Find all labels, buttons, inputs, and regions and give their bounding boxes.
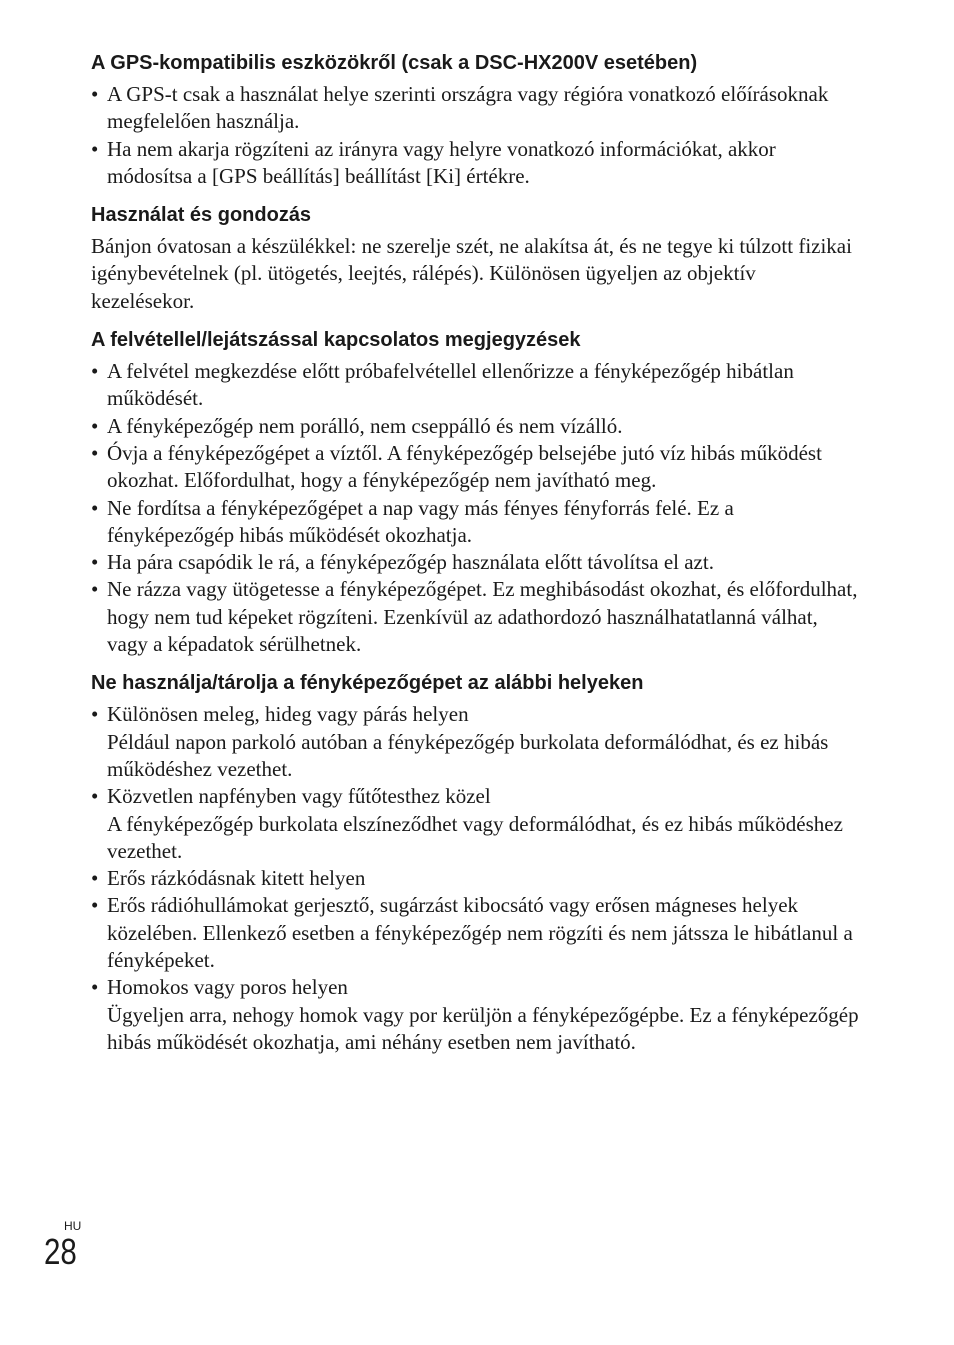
section-heading: A GPS-kompatibilis eszközökről (csak a DSC-HX200V esetében) xyxy=(91,52,698,74)
list-item-text: Ha pára csapódik le rá, a fényképezőgép használata előtt távolítsa el azt. xyxy=(107,550,714,575)
bullet-icon: • xyxy=(91,495,99,520)
section-heading: Használat és gondozás xyxy=(91,204,312,227)
list-item xyxy=(91,413,861,440)
bullet-icon: • xyxy=(91,975,99,1000)
section-storage-locations xyxy=(91,670,861,1068)
list-item-text: Ne rázza vagy ütögetesse a fényképezőgépet. Ez meghibásodást okozhat, és előfordulhat, hogy nem tud képeket rögzíteni. Ezenkívül az adathordozó használhatatlanná válhat, vagy a képadatok sérülhetnek. xyxy=(107,577,858,657)
list-item-text: Közvetlen napfényben vagy fűtőtesthez közel xyxy=(107,784,491,809)
page-content xyxy=(91,50,861,1068)
list-item-text: Homokos vagy poros helyen xyxy=(107,975,348,1000)
language-code: HU xyxy=(64,1219,82,1233)
list-item-text: Ha nem akarja rögzíteni az irányra vagy helyre vonatkozó információkat, akkor módosítsa a [GPS beállítás] beállítást [Ki] értékre. xyxy=(107,136,776,188)
bullet-icon: • xyxy=(91,866,99,891)
bullet-icon: • xyxy=(91,440,99,465)
bullet-icon: • xyxy=(91,550,99,575)
bullet-list xyxy=(91,701,861,1056)
list-item xyxy=(91,549,861,576)
bullet-icon: • xyxy=(91,893,99,918)
bullet-list xyxy=(91,81,861,190)
list-item-text: Különösen meleg, hideg vagy párás helyen xyxy=(107,702,469,727)
list-item xyxy=(91,440,861,495)
section-paragraph: Bánjon óvatosan a készülékkel: ne szerelje szét, ne alakítsa át, és ne tegye ki túlzott fizikai igénybevételnek (pl. ütögetés, leejtés, rálépés). Különösen ügyeljen az objektív kezelésekor. xyxy=(91,234,852,313)
list-item xyxy=(91,136,861,191)
section-care xyxy=(91,202,861,327)
section-gps xyxy=(91,50,861,202)
list-item xyxy=(91,783,861,865)
section-heading: Ne használja/tárolja a fényképezőgépet az alábbi helyeken xyxy=(91,672,644,695)
list-item xyxy=(91,892,861,974)
bullet-list xyxy=(91,358,861,658)
list-item xyxy=(91,974,861,1056)
bullet-icon: • xyxy=(91,577,99,602)
bullet-icon: • xyxy=(91,136,99,161)
list-item-text: Erős rázkódásnak kitett helyen xyxy=(107,866,366,891)
list-item-subtext: Például napon parkoló autóban a fényképezőgép burkolata deformálódhat, és ez hibás működéshez vezethet. xyxy=(107,729,829,781)
list-item xyxy=(91,495,861,550)
list-item-text: A GPS-t csak a használat helye szerinti országra vagy régióra vonatkozó előírásoknak megfelelően használja. xyxy=(107,82,829,134)
list-item-text: A fényképezőgép nem porálló, nem cseppálló és nem vízálló. xyxy=(107,413,623,438)
list-item-text: Óvja a fényképezőgépet a víztől. A fényképezőgép belsejébe jutó víz hibás működést okozhat. Előfordulhat, hogy a fényképezőgép nem javítható meg. xyxy=(107,440,822,493)
bullet-icon: • xyxy=(91,413,99,438)
bullet-icon: • xyxy=(91,702,99,727)
list-item xyxy=(91,358,861,413)
list-item-subtext: A fényképezőgép burkolata elszíneződhet vagy deformálódhat, és ez hibás működéshez vezethet. xyxy=(107,811,843,863)
list-item-text: Erős rádióhullámokat gerjesztő, sugárzást kibocsátó vagy erősen mágneses helyek közelében. Ellenkező esetben a fényképezőgép nem rögzíti és nem játssza le hibátlanul a fényképeket. xyxy=(107,893,853,973)
list-item xyxy=(91,81,861,136)
section-recording-notes xyxy=(91,327,861,670)
list-item-text: A felvétel megkezdése előtt próbafelvétellel ellenőrizze a fényképezőgép hibátlan működését. xyxy=(107,359,794,411)
list-item-text: Ne fordítsa a fényképezőgépet a nap vagy más fényes fényforrás felé. Ez a fényképezőgép hibás működését okozhatja. xyxy=(107,495,734,547)
bullet-icon: • xyxy=(91,784,99,809)
page-number: 28 xyxy=(44,1231,77,1272)
list-item xyxy=(91,576,861,658)
list-item-subtext: Ügyeljen arra, nehogy homok vagy por kerüljön a fényképezőgépbe. Ez a fényképezőgép hibás működését okozhatja, ami néhány esetben nem javítható. xyxy=(107,1002,859,1054)
bullet-icon: • xyxy=(91,359,99,384)
section-heading: A felvétellel/lejátszással kapcsolatos megjegyzések xyxy=(91,329,581,352)
list-item xyxy=(91,701,861,783)
list-item xyxy=(91,865,861,892)
bullet-icon: • xyxy=(91,82,99,106)
